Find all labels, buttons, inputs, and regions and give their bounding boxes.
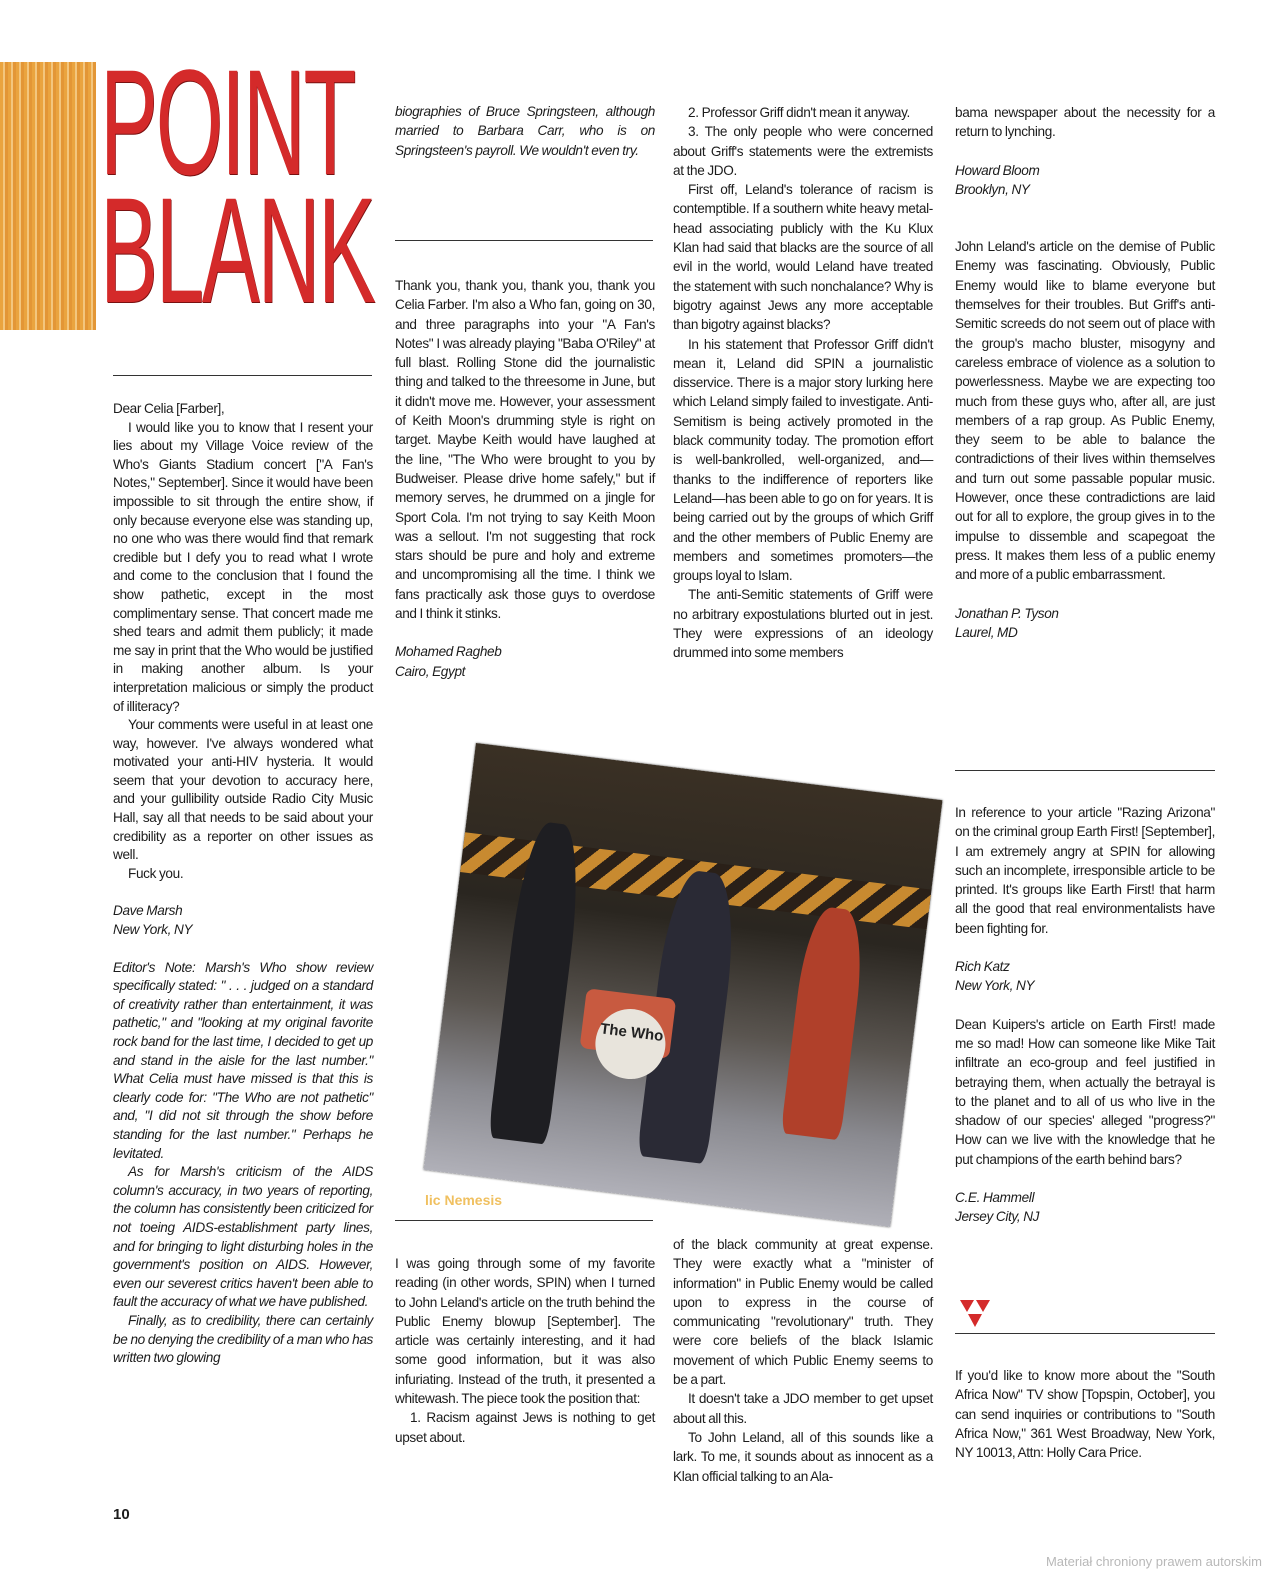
page-number: 10 <box>113 1506 130 1523</box>
column-4-middle <box>955 803 1215 1227</box>
salutation: Dear Celia [Farber], <box>113 401 225 416</box>
signature-name: Howard Bloom <box>955 162 1040 178</box>
drum-logo: The Who <box>599 1020 665 1045</box>
letter-paragraph: Your comments were useful in at least one way, however. I've always wondered what motivated your anti-HIV hysteria. It would seem that your devotion to accuracy here, and your gullibility outside Radio City Music Hall, say all that needs to be said about your credibility as a reporter on other issues as well. <box>113 717 373 863</box>
signature-location: New York, NY <box>113 922 193 938</box>
signature-name: C.E. Hammell <box>955 1190 1035 1206</box>
signature-name: Mohamed Ragheb <box>395 644 502 660</box>
photo-caption-fragment: lic Nemesis <box>425 1192 503 1208</box>
letter-paragraph: First off, Leland's tolerance of racism is contemptible. If a southern white heavy metal-head associating publicly with the Ku Klux Klan had said that blacks are the source of all evil in the world, would Leland have treated the statement with such nonchalance? Why is bigotry against Jews any more acceptable than bigotry against blacks? <box>673 182 933 333</box>
spin-triangle-logo-icon <box>960 1300 990 1333</box>
letter-paragraph: In reference to your article "Razing Arizona" on the criminal group Earth First! [September], I am extremely angry at SPIN for allowing such an incomplete, irresponsible article to be printed. It's groups like Earth First! that harm all the good that real environmentalists have been fighting for. <box>955 805 1215 936</box>
editors-note-continued: biographies of Bruce Springsteen, although married to Barbara Carr, who is on Springsteen's payroll. We wouldn't even try. <box>395 104 655 158</box>
copyright-watermark: Materiał chroniony prawem autorskim <box>1045 1554 1262 1569</box>
masthead-line1: POINT <box>100 38 355 206</box>
column-2-letter <box>395 276 655 681</box>
letter-paragraph: Thank you, thank you, thank you, thank you Celia Farber. I'm also a Who fan, going on 30, and three paragraphs into your "A Fan's Notes" I was already playing "Baba O'Riley" at full blast. Rolling Stone did the journalistic thing and talked to the threesome in June, but it didn't move me. However, your assessment of Keith Moon's drumming style is right on target. Maybe Keith would have laughed at the line, "The Who were brought to you by Budweiser. Please drive home safely," but if memory serves, he drummed on a jingle for Sport Cola. I'm not trying to say Keith Moon was a sellout. I'm not suggesting that rock stars should be pure and holy and extreme and uncompromising all the time. I think we fans practically ask those guys to overdose and I think it stinks. <box>395 278 655 622</box>
divider <box>955 1333 1215 1334</box>
column-4-bottom <box>955 1366 1215 1462</box>
column-3-bottom <box>673 1235 933 1486</box>
section-masthead <box>100 38 374 334</box>
letter-paragraph: John Leland's article on the demise of Public Enemy was fascinating. Obviously, Public Enemy would like to blame everyone but themselves for their troubles. But Griff's anti-Semitic screeds do not seem out of place with the group's macho bluster, misogyny and careless embrace of violence as a solution to powerlessness. Maybe we are expecting too much from these guys who, after all, are just members of a rap group. As Public Enemy, they seem to be able to balance the contradictions of their lives within themselves and turn out some passable popular music. However, once these contradictions are laid out for all to explore, the group gives in to the impulse to dissemble and scapegoat the press. It makes them less of a public enemy and more of a public embarrassment. <box>955 239 1215 583</box>
signature-location: New York, NY <box>955 978 1035 994</box>
signature-name: Jonathan P. Tyson <box>955 605 1059 621</box>
band-photo <box>424 743 943 1227</box>
letter-paragraph: of the black community at great expense. They were exactly what a "minister of information" in Public Enemy would be called upon to express in the course of communicating "revolutionary" truth. They were core beliefs of the black Islamic movement of which Public Enemy seems to be a part. <box>673 1237 933 1388</box>
column-4-top <box>955 103 1215 642</box>
editors-note: Editor's Note: Marsh's Who show review specifically stated: " . . . judged on a standard of creativity rather than entertainment, it was pathetic," and "looking at my original favorite rock band for the last time, I decided to get up and stand in the aisle for the last number." What Celia must have missed is that this is clearly code for: "The Who are not pathetic" and, "I did not sit through the show before standing for the last number." Perhaps he levitated. <box>113 959 373 1161</box>
letter-paragraph: It doesn't take a JDO member to get upset about all this. <box>673 1391 933 1426</box>
notice-paragraph: If you'd like to know more about the "South Africa Now" TV show [Topspin, October], you can send inquiries or contributions to "South Africa Now," 361 West Broadway, New York, NY 10013, Attn: Holly Cara Price. <box>955 1368 1215 1461</box>
letter-paragraph: In his statement that Professor Griff didn't mean it, Leland did SPIN a journalistic disservice. There is a major story lurking here which Leland simply failed to investigate. Anti-Semitism is being actively promoted in the black community today. The promotion effort is well-bankrolled, well-organized, and—thanks to the indifference of reporters like Leland—has been able to go on for years. It is being carried out by the groups of which Griff and the other members of Public Enemy are members and sometimes promoters—the groups loyal to Islam. <box>673 336 933 584</box>
signature-name: Dave Marsh <box>113 903 183 919</box>
letter-paragraph: The anti-Semitic statements of Griff were no arbitrary expostulations blurted out in jest. They were expressions of an ideology drummed into some members <box>673 587 933 661</box>
letter-paragraph: Fuck you. <box>128 865 184 881</box>
letter-paragraph: To John Leland, all of this sounds like a lark. To me, it sounds about as innocent as a Klan official talking to an Ala- <box>673 1429 933 1484</box>
letter-paragraph: I was going through some of my favorite reading (in other words, SPIN) when I turned to John Leland's article on the truth behind the Public Enemy blowup [September]. The article was certainly interesting, and it had some good information, but it was also infuriating. Instead of the truth, it presented a whitewash. The piece took the position that: <box>395 1256 655 1407</box>
signature-location: Jersey City, NJ <box>955 1209 1040 1225</box>
masthead-texture <box>0 62 96 330</box>
divider <box>395 240 653 241</box>
signature-name: Rich Katz <box>955 959 1010 975</box>
letter-paragraph: bama newspaper about the necessity for a return to lynching. <box>955 105 1215 140</box>
signature-location: Brooklyn, NY <box>955 181 1030 197</box>
letter-paragraph: Dean Kuipers's article on Earth First! made me so mad! How can someone like Mike Tait infiltrate an eco-group and feel justified in betraying them, when actually the betrayal is to the planet and to all of us who live in the shadow of our species' alleged "progress?" How can we live with the knowledge that he put champions of the earth behind bars? <box>955 1016 1215 1167</box>
letter-paragraph: 1. Racism against Jews is nothing to get upset about. <box>395 1410 655 1445</box>
masthead-line2: BLANK <box>100 166 374 334</box>
signature-location: Cairo, Egypt <box>395 663 466 679</box>
letter-paragraph: 3. The only people who were concerned about Griff's statements were the extremists at the JDO. <box>673 124 933 178</box>
signature-location: Laurel, MD <box>955 624 1018 640</box>
column-2-bottom <box>395 1254 655 1447</box>
divider <box>395 1220 653 1221</box>
column-3-top <box>673 103 933 663</box>
column-1 <box>113 400 373 1368</box>
letter-paragraph: 2. Professor Griff didn't mean it anyway. <box>688 105 910 120</box>
divider <box>113 375 372 376</box>
editors-note: Finally, as to credibility, there can certainly be no denying the credibility of a man who has written two glowing <box>113 1312 373 1366</box>
column-2-top <box>395 102 655 160</box>
letter-paragraph: I would like you to know that I resent your lies about my Village Voice review of the Who's Giants Stadium concert ["A Fan's Notes," September]. Since it would have been impossible to sit through the entire show, if only because everyone else was standing up, no one who was there would find that remark credible but I defy you to read what I wrote and come to the conclusion that I found the show pathetic, except in the most complimentary sense. That concert made me shed tears and admit them publicly; it made me say in print that the Who would be justified in making another album. Is your interpretation malicious or simply the product of illiteracy? <box>113 419 373 714</box>
divider <box>955 770 1215 771</box>
editors-note: As for Marsh's criticism of the AIDS column's accuracy, in two years of reporting, the column has consistently been criticized for not toeing AIDS-establishment party lines, and for bringing to light disturbing holes in the government's position on AIDS. However, even our severest critics haven't been able to fault the accuracy of what we have published. <box>113 1164 373 1310</box>
